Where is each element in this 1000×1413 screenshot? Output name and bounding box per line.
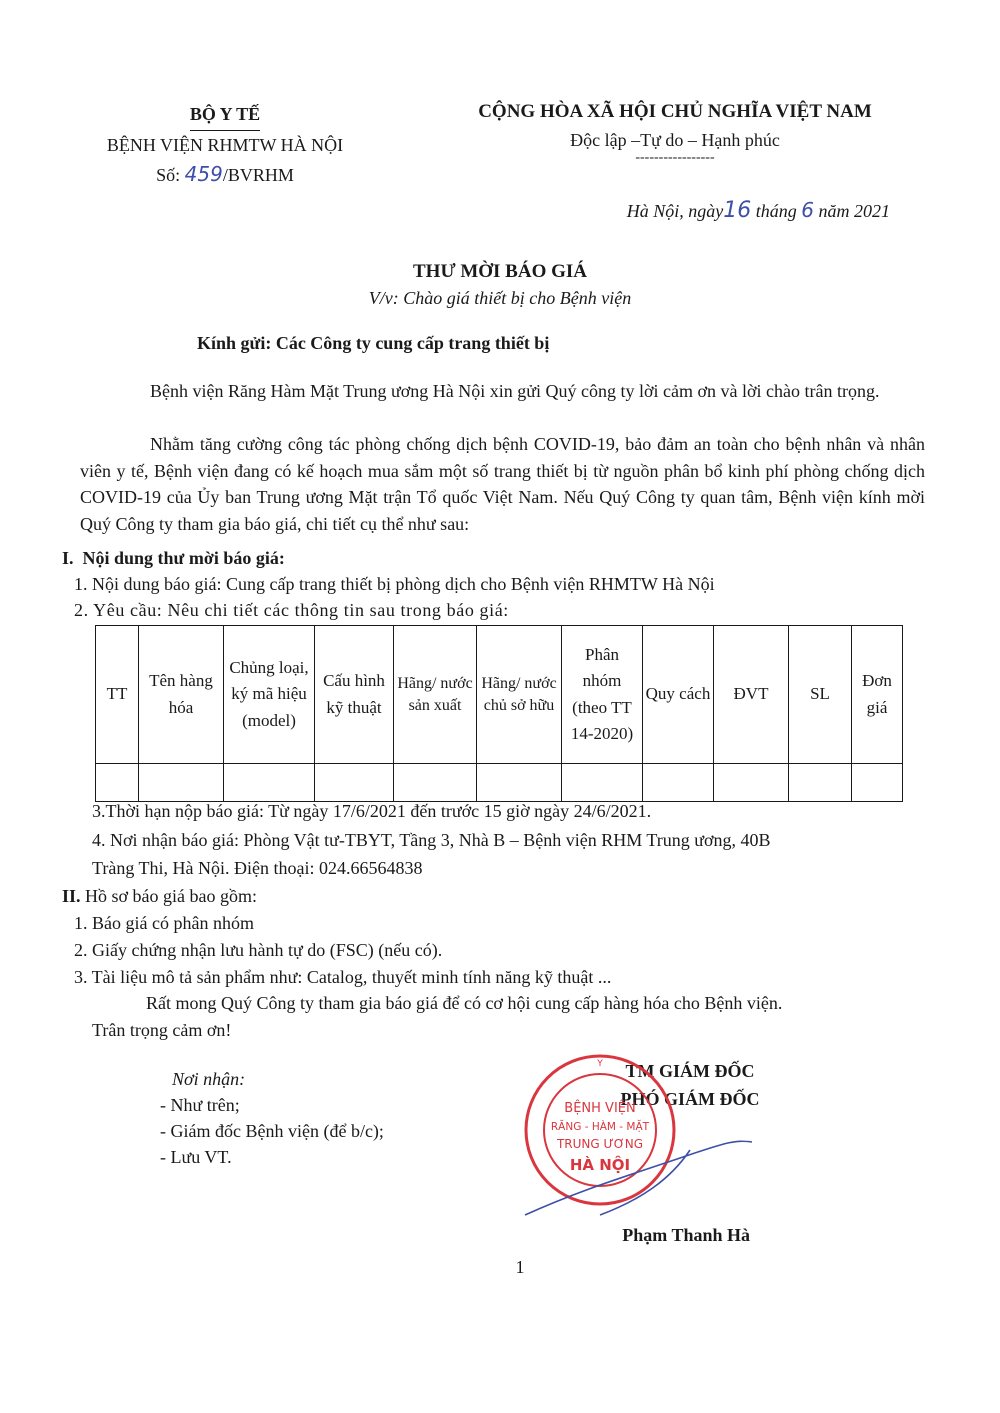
greeting: Kính gửi: Các Công ty cung cấp trang thiết bị (197, 333, 550, 353)
table-row (96, 764, 903, 802)
purpose-paragraph: Nhằm tăng cường công tác phòng chống dịch bệnh COVID-19, bảo đảm an toàn cho bệnh nhân và nhân viên y tế, Bệnh viện đang có kế hoạch mua sắm một số trang thiết bị từ nguồn phân bổ kinh phí phòng chống dịch COVID-19 của Ủy ban Trung ương Mặt trận Tổ quốc Việt Nam. Nếu Quý Công ty quan tâm, Bệnh viện kính mời Quý Công ty tham gia báo giá, chi tiết cụ thể như sau: (80, 434, 925, 534)
page-number: 1 (515, 1257, 525, 1277)
signer-role-1: TM GIÁM ĐỐC (625, 1061, 755, 1081)
col-tt: TT (96, 626, 139, 764)
col-cau-hinh: Cấu hình kỹ thuật (315, 626, 394, 764)
seal-line-4: HÀ NỘI (569, 1156, 631, 1174)
seal-line-3: TRUNG ƯƠNG (556, 1137, 644, 1151)
section-1-item-4-cont: Tràng Thi, Hà Nội. Điện thoại: 024.66564838 (92, 858, 423, 878)
section-1-item-2: 2. Yêu cầu: Nêu chi tiết các thông tin sau trong báo giá: (74, 600, 509, 620)
signature-scribble (520, 1120, 760, 1230)
table-header-row (96, 626, 903, 764)
seal-line-2: RĂNG - HÀM - MẶT (550, 1121, 650, 1133)
col-phan-nhom: Phân nhóm (theo TT 14-2020) (562, 626, 643, 764)
motto: Độc lập –Tự do – Hạnh phúc (570, 130, 780, 150)
col-sl: SL (789, 626, 852, 764)
republic-title: CỘNG HÒA XÃ HỘI CHỦ NGHĨA VIỆT NAM (478, 101, 872, 122)
sender-block (60, 100, 390, 190)
col-chung-loai: Chủng loại, ký mã hiệu (model) (224, 626, 315, 764)
section-1-heading: I. Nội dung thư mời báo giá: (62, 548, 285, 568)
handwritten-number: 459 (184, 162, 223, 186)
document-subject: V/v: Chào giá thiết bị cho Bệnh viện (368, 288, 632, 308)
seal-ring-text: Y (597, 1059, 603, 1069)
recipients-block (160, 1066, 384, 1170)
national-header (440, 97, 910, 165)
col-don-gia: Đơn giá (852, 626, 903, 764)
signer-role-2: PHÓ GIÁM ĐỐC (620, 1089, 760, 1109)
recipient-item: - Lưu VT. (160, 1147, 232, 1167)
document-title: THƯ MỜI BÁO GIÁ (413, 261, 587, 282)
section-2-item-1: 1. Báo giá có phân nhóm (74, 913, 254, 933)
closing-line: Rất mong Quý Công ty tham gia báo giá để có cơ hội cung cấp hàng hóa cho Bệnh viện. (146, 993, 783, 1013)
handwritten-month: 6 (801, 198, 814, 222)
col-quy-cach: Quy cách (643, 626, 714, 764)
col-ten-hang-hoa: Tên hàng hóa (139, 626, 224, 764)
section-2-item-3: 3. Tài liệu mô tả sản phẩm như: Catalog, thuyết minh tính năng kỹ thuật ... (74, 967, 612, 987)
section-2-heading: II. Hồ sơ báo giá bao gồm: (62, 886, 258, 906)
recipients-label: Nơi nhận: (172, 1069, 246, 1089)
ministry-name: BỘ Y TẾ (60, 100, 390, 131)
section-2-item-2: 2. Giấy chứng nhận lưu hành tự do (FSC) (nếu có). (74, 940, 443, 960)
section-1-item-4: 4. Nơi nhận báo giá: Phòng Vật tư-TBYT, Tầng 3, Nhà B – Bệnh viện RHM Trung ương, 40B (92, 830, 771, 850)
quote-table (95, 625, 903, 802)
handwritten-day: 16 (723, 198, 752, 223)
col-dvt: ĐVT (714, 626, 789, 764)
recipient-item: - Như trên; (160, 1095, 240, 1115)
col-hang-chu-so-huu: Hãng/ nước chủ sở hữu (477, 626, 562, 764)
seal-line-1: BỆNH VIỆN (564, 1101, 636, 1116)
thanks-line: Trân trọng cảm ơn! (92, 1020, 232, 1040)
date-line: Hà Nội, ngày16 tháng 6 năm 2021 (626, 198, 890, 223)
title-block (0, 258, 1000, 310)
recipient-item: - Giám đốc Bệnh viện (để b/c); (160, 1121, 384, 1141)
hospital-name: BỆNH VIỆN RHMTW HÀ NỘI (106, 135, 344, 155)
section-1-item-1: 1. Nội dung báo giá: Cung cấp trang thiết bị phòng dịch cho Bệnh viện RHMTW Hà Nội (74, 574, 715, 594)
document-number: Số: 459/BVRHM (156, 162, 294, 186)
col-hang-san-xuat: Hãng/ nước sản xuất (394, 626, 477, 764)
intro-paragraph: Bệnh viện Răng Hàm Mặt Trung ương Hà Nội xin gửi Quý công ty lời cảm ơn và lời chào trân trọng. (150, 381, 880, 401)
section-1-item-3: 3.Thời hạn nộp báo giá: Từ ngày 17/6/2021 đến trước 15 giờ ngày 24/6/2021. (92, 801, 652, 821)
signer-name: Phạm Thanh Hà (622, 1225, 750, 1245)
motto-rule: ----------------- (635, 150, 715, 165)
